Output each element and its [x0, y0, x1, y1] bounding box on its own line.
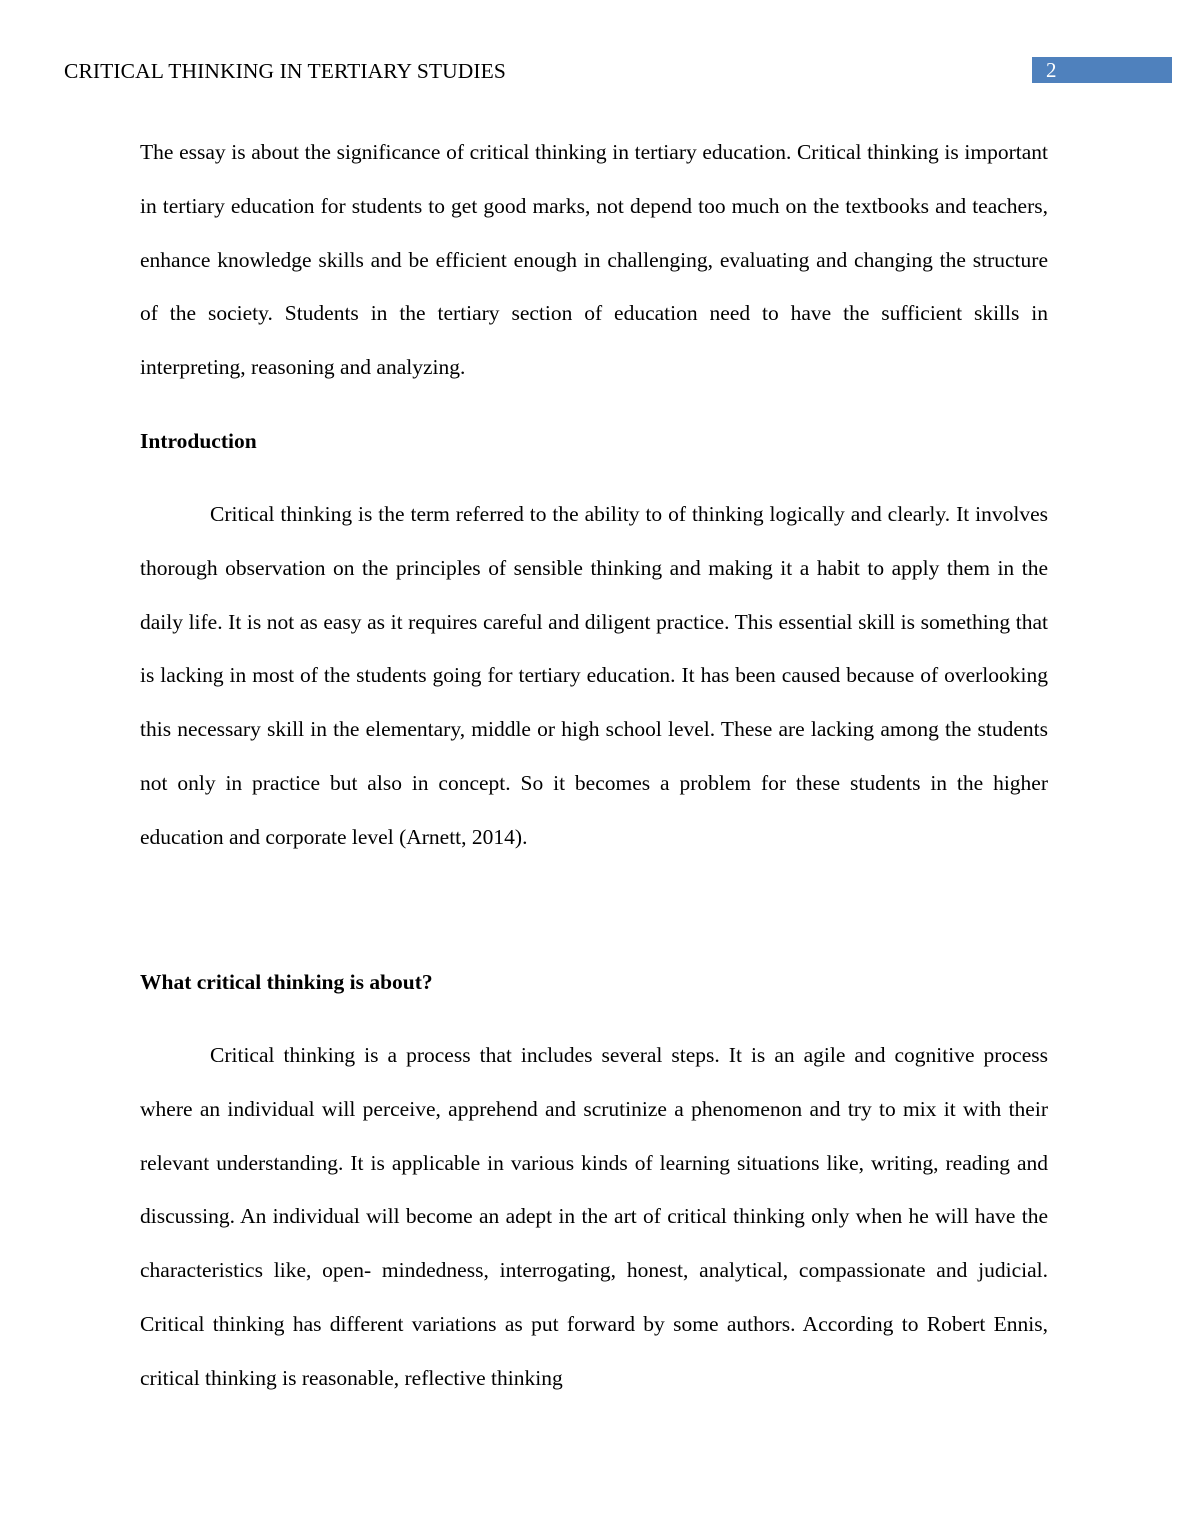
abstract-paragraph: The essay is about the significance of critical thinking in tertiary education. Critical thinking is important in tertiary education for students to get good marks, not depend too much on the textbooks and teachers, enhance knowledge skills and be efficient enough in challenging, evaluating and changing the structure of the society. Students in the tertiary section of education need to have the sufficient skills in interpreting, reasoning and analyzing.: [140, 140, 1048, 380]
what-critical-thinking-paragraph: Critical thinking is a process that includes several steps. It is an agile and cognitive process where an individual will perceive, apprehend and scrutinize a phenomenon and try to mix it with their relevant understanding. It is applicable in various kinds of learning situations like, writing, reading and discussing. An individual will become an adept in the art of critical thinking only when he will have the characteristics like, open- mindedness, interrogating, honest, analytical, compassionate and judicial. Critical thinking has different variations as put forward by some authors. According to Robert Ennis, critical thinking is reasonable, reflective thinking: [140, 1043, 1048, 1390]
introduction-paragraph: Critical thinking is the term referred to the ability to of thinking logically and clearly. It involves thorough observation on the principles of sensible thinking and making it a habit to apply them in the daily life. It is not as easy as it requires careful and diligent practice. This essential skill is something that is lacking in most of the students going for tertiary education. It has been caused because of overlooking this necessary skill in the elementary, middle or high school level. These are lacking among the students not only in practice but also in concept. So it becomes a problem for these students in the higher education and corporate level (Arnett, 2014).: [140, 502, 1048, 849]
section-heading-introduction: Introduction: [140, 429, 257, 453]
section-heading-what-critical-thinking-is: What critical thinking is about?: [140, 970, 433, 994]
page-number-badge: 2: [1032, 57, 1172, 83]
running-head: CRITICAL THINKING IN TERTIARY STUDIES: [64, 59, 506, 83]
